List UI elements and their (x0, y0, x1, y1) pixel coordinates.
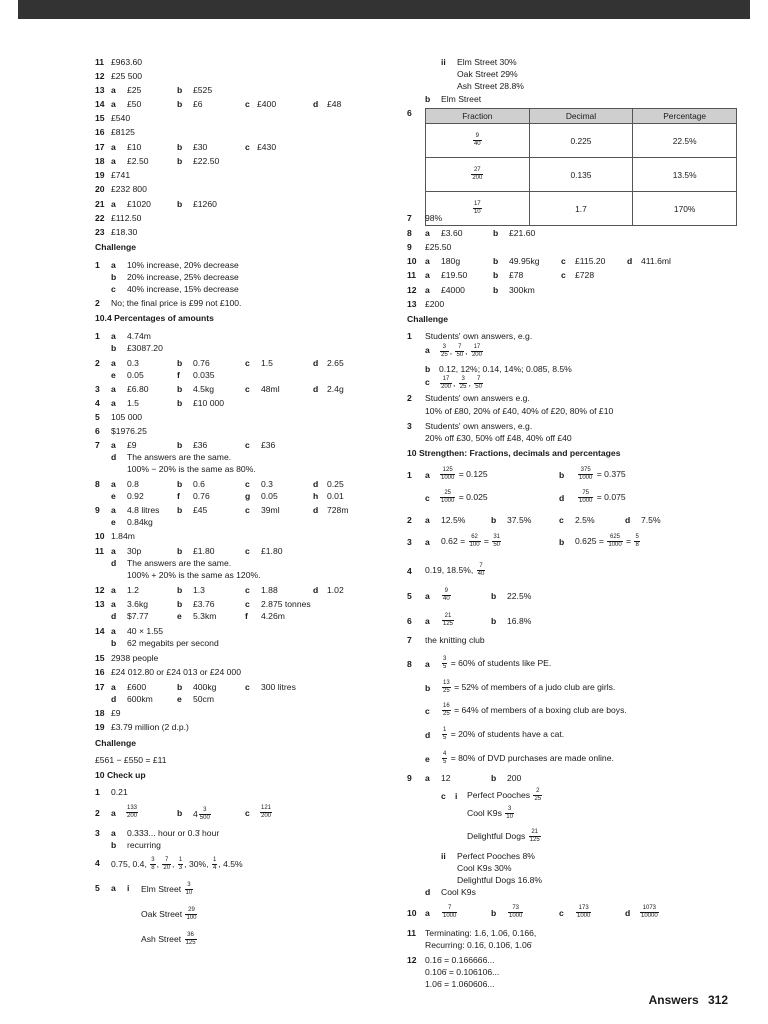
fraction: $\frac{133}{200}$ (127, 805, 138, 819)
fraction: $\frac{1}{5}$ (443, 727, 447, 741)
percentage-cell: 170% (633, 192, 737, 226)
fraction: $\frac{7}{1000}$ (443, 905, 457, 919)
fraction: $\frac{25}{1000}$ (441, 490, 455, 504)
fraction-cell: $\frac{17}{10}$ (426, 192, 530, 226)
column-header-percentage: Percentage (633, 109, 737, 124)
fraction: $\frac{1}{3}$ (178, 857, 183, 871)
fraction: $\frac{13}{25}$ (443, 680, 450, 694)
fraction: $\frac{17}{200}$ (441, 376, 452, 390)
fraction: $\frac{17}{200}$ (471, 344, 482, 358)
page-footer (649, 993, 728, 1007)
fraction: $\frac{36}{125}$ (185, 932, 196, 946)
percentage-cell: 13.5% (633, 158, 737, 192)
fraction-cell: $\frac{9}{40}$ (426, 124, 530, 158)
column-header-fraction: Fraction (426, 109, 530, 124)
section-heading-10-4: 10.4 Percentages of amounts (95, 313, 214, 323)
fraction: $\frac{2}{25}$ (534, 788, 542, 802)
fraction: $\frac{7}{50}$ (456, 344, 464, 358)
percentage-cell: 22.5% (633, 124, 737, 158)
table-row (426, 158, 737, 192)
fraction: $\frac{7}{20}$ (163, 857, 171, 871)
fraction: $\frac{121}{200}$ (261, 805, 272, 819)
decimal-cell: 1.7 (529, 192, 633, 226)
fraction: $\frac{21}{125}$ (443, 613, 454, 627)
challenge-heading-2: Challenge (95, 738, 137, 748)
fraction: $\frac{5}{8}$ (635, 534, 639, 548)
fraction: $\frac{3}{10}$ (185, 882, 193, 896)
fraction: $\frac{625}{1000}$ (608, 534, 622, 548)
top-bar (18, 0, 750, 19)
fraction: $\frac{1073}{10000}$ (641, 905, 658, 919)
fraction: $\frac{3}{8}$ (151, 857, 155, 871)
strengthen-heading: 10 Strengthen: Fractions, decimals and percentages (407, 448, 621, 458)
decimal-cell: 0.135 (529, 158, 633, 192)
fraction: $\frac{3}{5}$ (443, 656, 447, 670)
fraction-decimal-percentage-table (425, 108, 737, 226)
fraction: $\frac{62}{100}$ (469, 534, 480, 548)
fraction: $\frac{16}{25}$ (443, 703, 450, 717)
fraction: $\frac{29}{100}$ (186, 907, 197, 921)
fraction: $\frac{75}{1000}$ (579, 490, 593, 504)
fraction: $\frac{173}{1000}$ (577, 905, 591, 919)
fraction: $\frac{1}{4}$ (212, 857, 217, 871)
fraction: $\frac{7}{50}$ (475, 376, 482, 390)
decimal-cell: 0.225 (529, 124, 633, 158)
page-number: 312 (707, 993, 728, 1007)
challenge-heading: Challenge (95, 242, 137, 252)
fraction: $\frac{4}{5}$ (443, 751, 447, 765)
fraction: $\frac{21}{125}$ (529, 829, 540, 843)
fraction: $\frac{9}{40}$ (443, 588, 450, 602)
fraction: $\frac{31}{50}$ (493, 534, 501, 548)
fraction: $\frac{3}{25}$ (459, 376, 467, 390)
check-up-heading: 10 Check up (95, 770, 146, 780)
fraction: $\frac{3}{500}$ (199, 807, 210, 821)
column-header-decimal: Decimal (529, 109, 633, 124)
fraction: $\frac{3}{25}$ (441, 344, 448, 358)
fraction: $\frac{73}{1000}$ (509, 905, 523, 919)
table-row (426, 192, 737, 226)
challenge-heading-right: Challenge (407, 314, 449, 324)
fraction: $\frac{3}{10}$ (506, 806, 513, 820)
fraction: $\frac{125}{1000}$ (441, 467, 455, 481)
fraction: $\frac{375}{1000}$ (579, 467, 593, 481)
footer-section-label: Answers (648, 993, 699, 1007)
fraction: $\frac{7}{40}$ (477, 563, 485, 577)
table-row (426, 124, 737, 158)
table-header-row (426, 109, 737, 124)
fraction-cell: $\frac{27}{200}$ (426, 158, 530, 192)
